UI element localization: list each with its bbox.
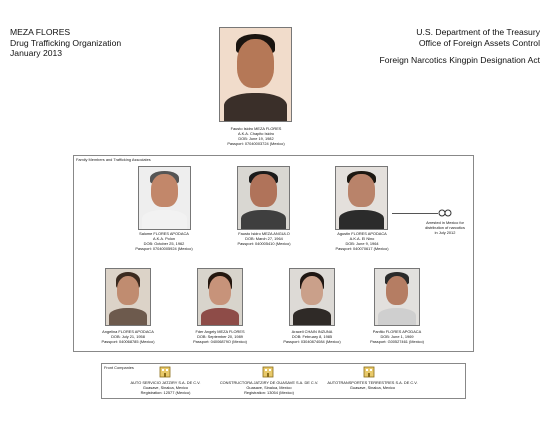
family-passport-6: Passport: 03040874084 (Mexico): [283, 339, 341, 344]
family-dob-6: DOB: February 8, 1985: [291, 334, 333, 339]
family-photo-5: [197, 268, 243, 326]
org-subtitle: Drug Trafficking Organization: [10, 37, 122, 48]
arrest-note-line1: Arrested in Mexico for: [426, 220, 464, 225]
family-caption-7: [347, 329, 447, 344]
family-dob-7: DOB: June 1, 1969: [380, 334, 414, 339]
principal-aka: A.K.A. Chapito Isidro: [237, 131, 275, 136]
family-passport-2: Passport: 040005410 (Mexico): [237, 241, 291, 246]
arrest-note: [420, 220, 470, 235]
family-name-2: Fausto Isidro MEZA ANGULO: [238, 231, 290, 236]
principal-passport: Passport: 07040003724 (Mexico): [227, 141, 285, 146]
company-3: [320, 380, 425, 390]
family-name-3: Agustin FLORES APODACA: [337, 231, 387, 236]
family-photo-3: [335, 166, 388, 230]
company-2-registration: Registration: 13054 (Mexico): [244, 390, 294, 395]
family-name-4: Angelina FLORES APODACA: [102, 329, 154, 334]
arrest-connector: [392, 213, 438, 214]
family-name-7: Panfilo FLORES APODACA: [372, 329, 422, 334]
handcuffs-icon: [438, 208, 452, 218]
company-1-registration: Registration: 12577 (Mexico): [140, 390, 191, 395]
family-dob-4: DOB: July 21, 1958: [111, 334, 145, 339]
family-caption-2: [214, 231, 314, 246]
company-2-name: CONSTRUCTORA JATZIRY DE GUASAVE S.A. DE C.V.: [219, 380, 319, 385]
building-icon: [159, 365, 171, 378]
family-passport-3: Passport: 040070617 (Mexico): [335, 246, 389, 251]
family-photo-1: [138, 166, 191, 230]
building-icon: [262, 365, 274, 378]
principal-caption: [196, 126, 316, 146]
family-passport-5: Passport: 04006879O (Mexico): [193, 339, 247, 344]
principal-name: Fausto Isidro MEZA FLORES: [230, 126, 282, 131]
org-date: January 2013: [10, 48, 63, 58]
arrest-note-line3: in July 2012: [434, 230, 456, 235]
family-dob-1: DOB: October 25, 1962: [143, 241, 185, 246]
family-aka-1: A.K.A. Polon: [152, 236, 176, 241]
family-caption-5: [170, 329, 270, 344]
family-passport-1: Passport: 07040005924 (Mexico): [135, 246, 193, 251]
family-photo-2: [237, 166, 290, 230]
agency-name: U.S. Department of the Treasury: [416, 27, 540, 37]
family-name-5: Fder Angely MEZA FLORES: [195, 329, 245, 334]
designation-act: Foreign Narcotics Kingpin Designation Act: [379, 55, 540, 65]
family-passport-4: Passport: 040068785 (Mexico): [101, 339, 155, 344]
company-1-city: Guasave, Sinaloa, Mexico: [142, 385, 189, 390]
header-left: [10, 27, 121, 59]
family-caption-3: [312, 231, 412, 251]
org-title: MEZA FLORES: [10, 27, 71, 37]
header-right: [346, 27, 540, 48]
company-1-name: AUTO SERVICIO JATZIRY S.A. DE C.V.: [130, 380, 201, 385]
family-dob-2: DOB: March 27, 1964: [245, 236, 283, 241]
company-2-city: Guasave, Sinaloa, Mexico: [246, 385, 292, 390]
family-photo-7: [374, 268, 420, 326]
arrest-note-line2: distribution of narcotics: [425, 225, 465, 230]
family-aka-3: A.K.A. El Nino: [349, 236, 375, 241]
agency-office: Office of Foreign Assets Control: [418, 37, 540, 48]
family-caption-1: [114, 231, 214, 251]
family-passport-7: Passport: G00527461 (Mexico): [370, 339, 424, 344]
company-1: [113, 380, 218, 395]
company-3-city: Guasave, Sinaloa, Mexico: [349, 385, 396, 390]
family-dob-3: DOB: June 9, 1964: [345, 241, 379, 246]
family-dob-5: DOB: September 20, 1989: [197, 334, 243, 339]
principal-photo: [219, 27, 292, 122]
family-name-6: Araceli CHAIN INZUNA: [291, 329, 333, 334]
family-photo-6: [289, 268, 335, 326]
family-photo-4: [105, 268, 151, 326]
family-label: Family Members and Trafficking Associates: [76, 157, 151, 162]
company-3-name: AUTOTRANSPORTES TERRESTRES S.A. DE C.V.: [327, 380, 418, 385]
principal-dob: DOB: June 19, 1982: [238, 136, 274, 141]
front-companies-label: Front Companies: [104, 365, 134, 370]
family-name-1: Salome FLORES APODACA: [139, 231, 189, 236]
company-2: [214, 380, 324, 395]
family-caption-4: [78, 329, 178, 344]
building-icon: [363, 365, 375, 378]
